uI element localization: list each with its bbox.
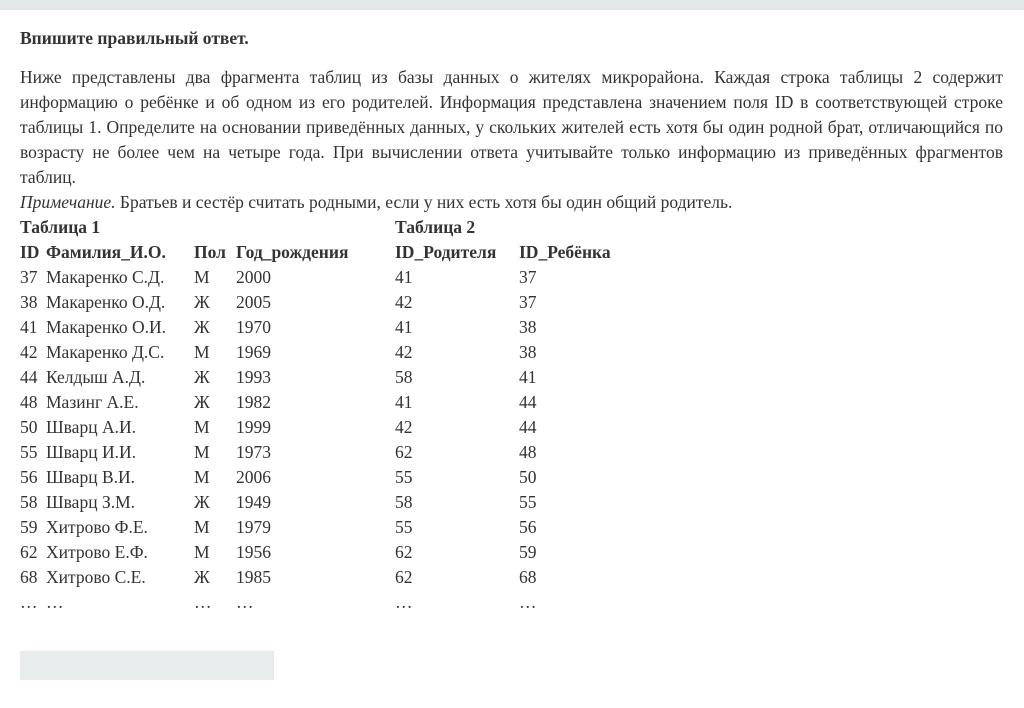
cell-sex: … [194,592,212,612]
cell-child-id: 44 [519,392,537,412]
cell-birth-year: 1982 [236,392,271,412]
task-title: Впишите правильный ответ. [20,28,249,48]
cell-name: Хитрово С.Е. [46,567,146,587]
cell-parent-id: 42 [395,292,413,312]
cell-birth-year: 1949 [236,492,271,512]
cell-id: 55 [20,442,38,462]
note-text: Братьев и сестёр считать родными, если у них есть хотя бы один общий родитель. [115,192,733,212]
cell-sex: М [194,417,210,437]
cell-birth-year: 1985 [236,567,271,587]
cell-name: Макаренко О.И. [46,317,166,337]
cell-name: Макаренко О.Д. [46,292,166,312]
cell-sex: М [194,267,210,287]
cell-sex: Ж [194,392,210,412]
cell-child-id: 44 [519,417,537,437]
cell-name: Мазинг А.Е. [46,392,139,412]
top-bar [0,0,1024,10]
cell-sex: Ж [194,317,210,337]
cell-sex: Ж [194,492,210,512]
cell-birth-year: 1979 [236,517,271,537]
cell-birth-year: 1956 [236,542,271,562]
header-birth-year: Год_рождения [236,242,349,262]
table2-caption: Таблица 2 [395,217,476,237]
cell-parent-id: … [395,592,413,612]
cell-id: 59 [20,517,38,537]
cell-id: 38 [20,292,38,312]
cell-id: 37 [20,267,38,287]
cell-name: Шварц И.И. [46,442,136,462]
cell-parent-id: 41 [395,392,413,412]
cell-sex: Ж [194,367,210,387]
cell-id: 62 [20,542,38,562]
cell-birth-year: 2005 [236,292,271,312]
cell-child-id: 56 [519,517,537,537]
header-parent-id: ID_Родителя [395,242,497,262]
cell-parent-id: 42 [395,417,413,437]
cell-id: 68 [20,567,38,587]
cell-name: Макаренко Д.С. [46,342,165,362]
table1-caption: Таблица 1 [20,217,101,237]
cell-child-id: 38 [519,342,537,362]
cell-child-id: 59 [519,542,537,562]
cell-sex: М [194,542,210,562]
cell-parent-id: 62 [395,542,413,562]
cell-id: 48 [20,392,38,412]
task-description [20,65,1003,190]
cell-child-id: 55 [519,492,537,512]
cell-id: 50 [20,417,38,437]
cell-child-id: 41 [519,367,537,387]
cell-parent-id: 41 [395,317,413,337]
cell-name: Хитрово Е.Ф. [46,542,148,562]
cell-parent-id: 55 [395,517,413,537]
cell-child-id: 50 [519,467,537,487]
header-id: ID [20,242,40,262]
cell-child-id: 68 [519,567,537,587]
cell-name: Шварц А.И. [46,417,136,437]
cell-parent-id: 62 [395,567,413,587]
cell-name: Шварц З.М. [46,492,136,512]
cell-id: 41 [20,317,38,337]
header-child-id: ID_Ребёнка [519,242,611,262]
cell-id: 56 [20,467,38,487]
cell-birth-year: 1993 [236,367,271,387]
cell-birth-year: 1999 [236,417,271,437]
cell-sex: М [194,342,210,362]
cell-child-id: 48 [519,442,537,462]
cell-sex: М [194,517,210,537]
cell-child-id: 37 [519,292,537,312]
cell-sex: Ж [194,292,210,312]
cell-name: Макаренко С.Д. [46,267,165,287]
cell-id: 42 [20,342,38,362]
cell-id: … [20,592,38,612]
cell-birth-year: 1969 [236,342,271,362]
answer-input[interactable] [20,651,274,680]
cell-child-id: 37 [519,267,537,287]
cell-birth-year: 2006 [236,467,271,487]
cell-name: Хитрово Ф.Е. [46,517,148,537]
cell-parent-id: 58 [395,492,413,512]
cell-parent-id: 42 [395,342,413,362]
cell-sex: М [194,442,210,462]
cell-birth-year: 1970 [236,317,271,337]
note-label: Примечание. [20,192,116,212]
header-name: Фамилия_И.О. [46,242,166,262]
cell-birth-year: 2000 [236,267,271,287]
cell-name: Шварц В.И. [46,467,136,487]
cell-parent-id: 55 [395,467,413,487]
cell-parent-id: 41 [395,267,413,287]
cell-child-id: … [519,592,537,612]
cell-id: 58 [20,492,38,512]
cell-birth-year: … [236,592,254,612]
cell-birth-year: 1973 [236,442,271,462]
cell-id: 44 [20,367,38,387]
task-note [20,190,732,215]
cell-sex: Ж [194,567,210,587]
cell-parent-id: 62 [395,442,413,462]
cell-parent-id: 58 [395,367,413,387]
header-sex: Пол [194,242,226,262]
cell-child-id: 38 [519,317,537,337]
task-paragraph: Ниже представлены два фрагмента таблиц из базы данных о жителях микрорайона. Каждая строка таблицы 2 содержит информацию о ребёнке и об одном из его родителей. Информация представлена значением поля ID в соответствующей строке таблицы 1. Определите на основании приведённых данных, у скольких жителей есть хотя бы один родной брат, отличающийся по возрасту не более чем на четыре года. При вычислении ответа учитывайте только информацию из приведённых фрагментов таблиц. [20,67,1003,187]
cell-name: … [46,592,64,612]
cell-name: Келдыш А.Д. [46,367,146,387]
cell-sex: М [194,467,210,487]
